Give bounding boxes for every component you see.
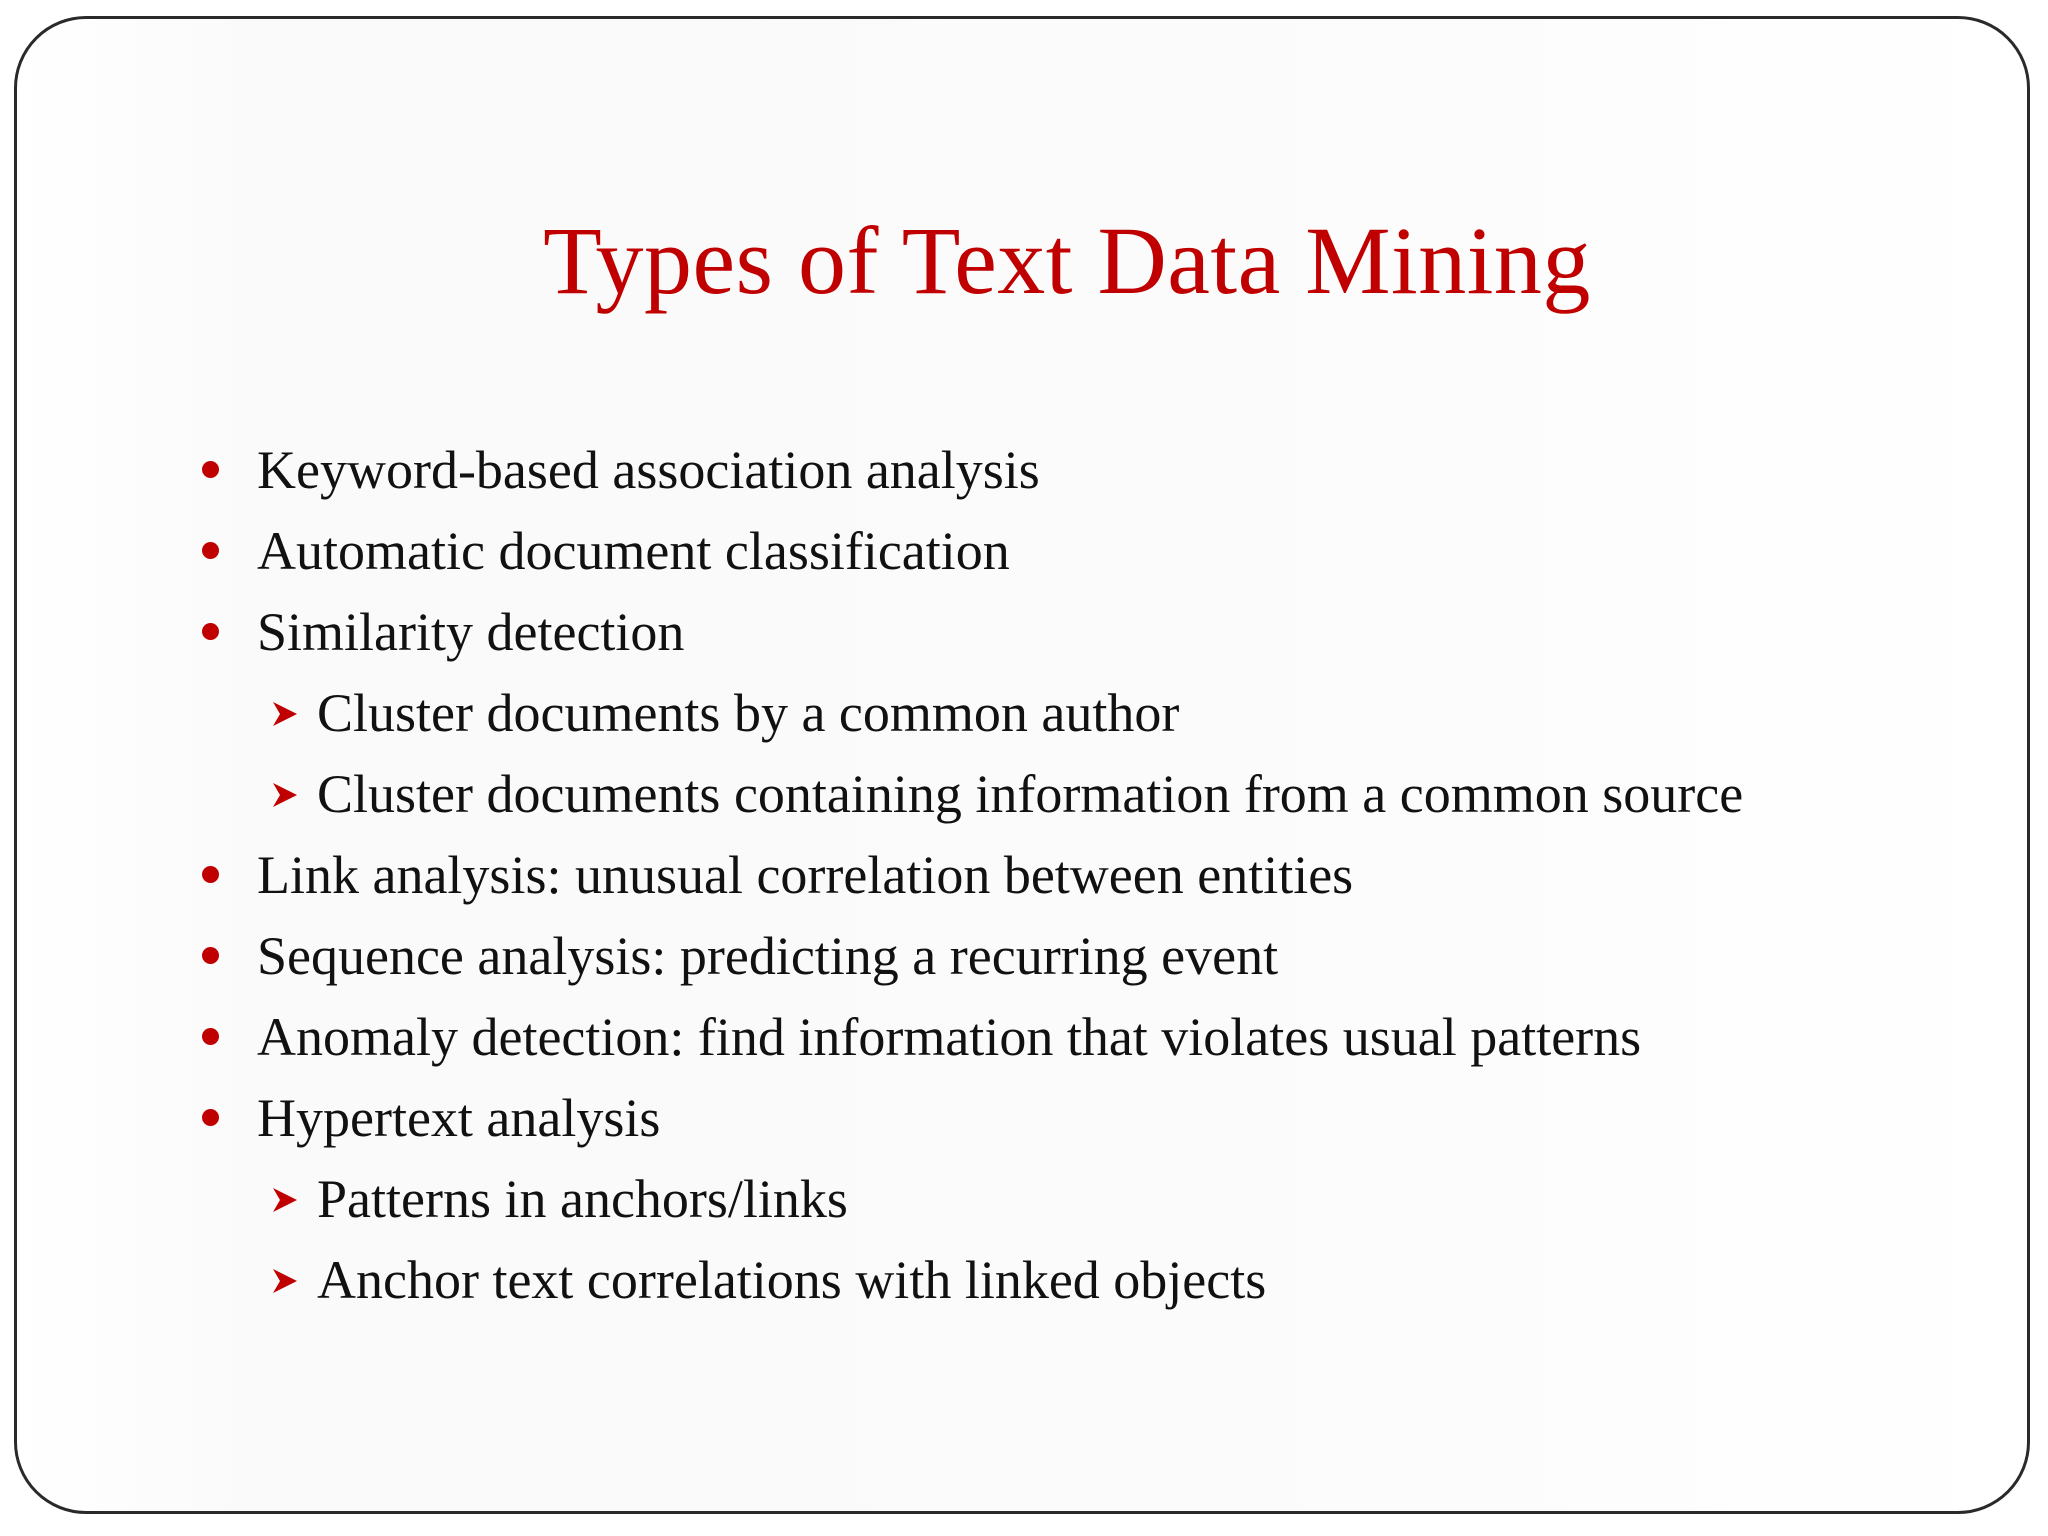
list-item-text: Patterns in anchors/links (317, 1169, 848, 1229)
list-item-text: Anomaly detection: find information that violates usual patterns (257, 1007, 1642, 1067)
list-item-text: Hypertext analysis (257, 1088, 661, 1148)
arrowhead-bullet-icon (269, 779, 301, 811)
bullet-dot-icon (202, 947, 219, 964)
bullet-dot-icon (202, 1109, 219, 1126)
list-item-text: Anchor text correlations with linked objects (317, 1250, 1267, 1310)
list-item-text: Sequence analysis: predicting a recurring event (257, 926, 1279, 986)
bullet-dot-icon (202, 461, 219, 478)
bullet-dot-icon (202, 866, 219, 883)
list-item-text: Similarity detection (257, 602, 685, 662)
bullet-dot-icon (202, 623, 219, 640)
list-item-text: Link analysis: unusual correlation between entities (257, 845, 1354, 905)
arrowhead-bullet-icon (269, 1184, 301, 1216)
bullet-dot-icon (202, 1028, 219, 1045)
arrowhead-bullet-icon (269, 1265, 301, 1297)
list-item-text: Keyword-based association analysis (257, 440, 1040, 500)
bullet-list (17, 19, 2027, 1511)
list-item-text: Automatic document classification (257, 521, 1010, 581)
list-item-text: Cluster documents by a common author (317, 683, 1180, 743)
slide-frame (14, 16, 2030, 1514)
list-item-text: Cluster documents containing information from a common source (317, 764, 1744, 824)
arrowhead-bullet-icon (269, 698, 301, 730)
slide-title: Types of Text Data Mining (543, 207, 1591, 314)
bullet-dot-icon (202, 542, 219, 559)
